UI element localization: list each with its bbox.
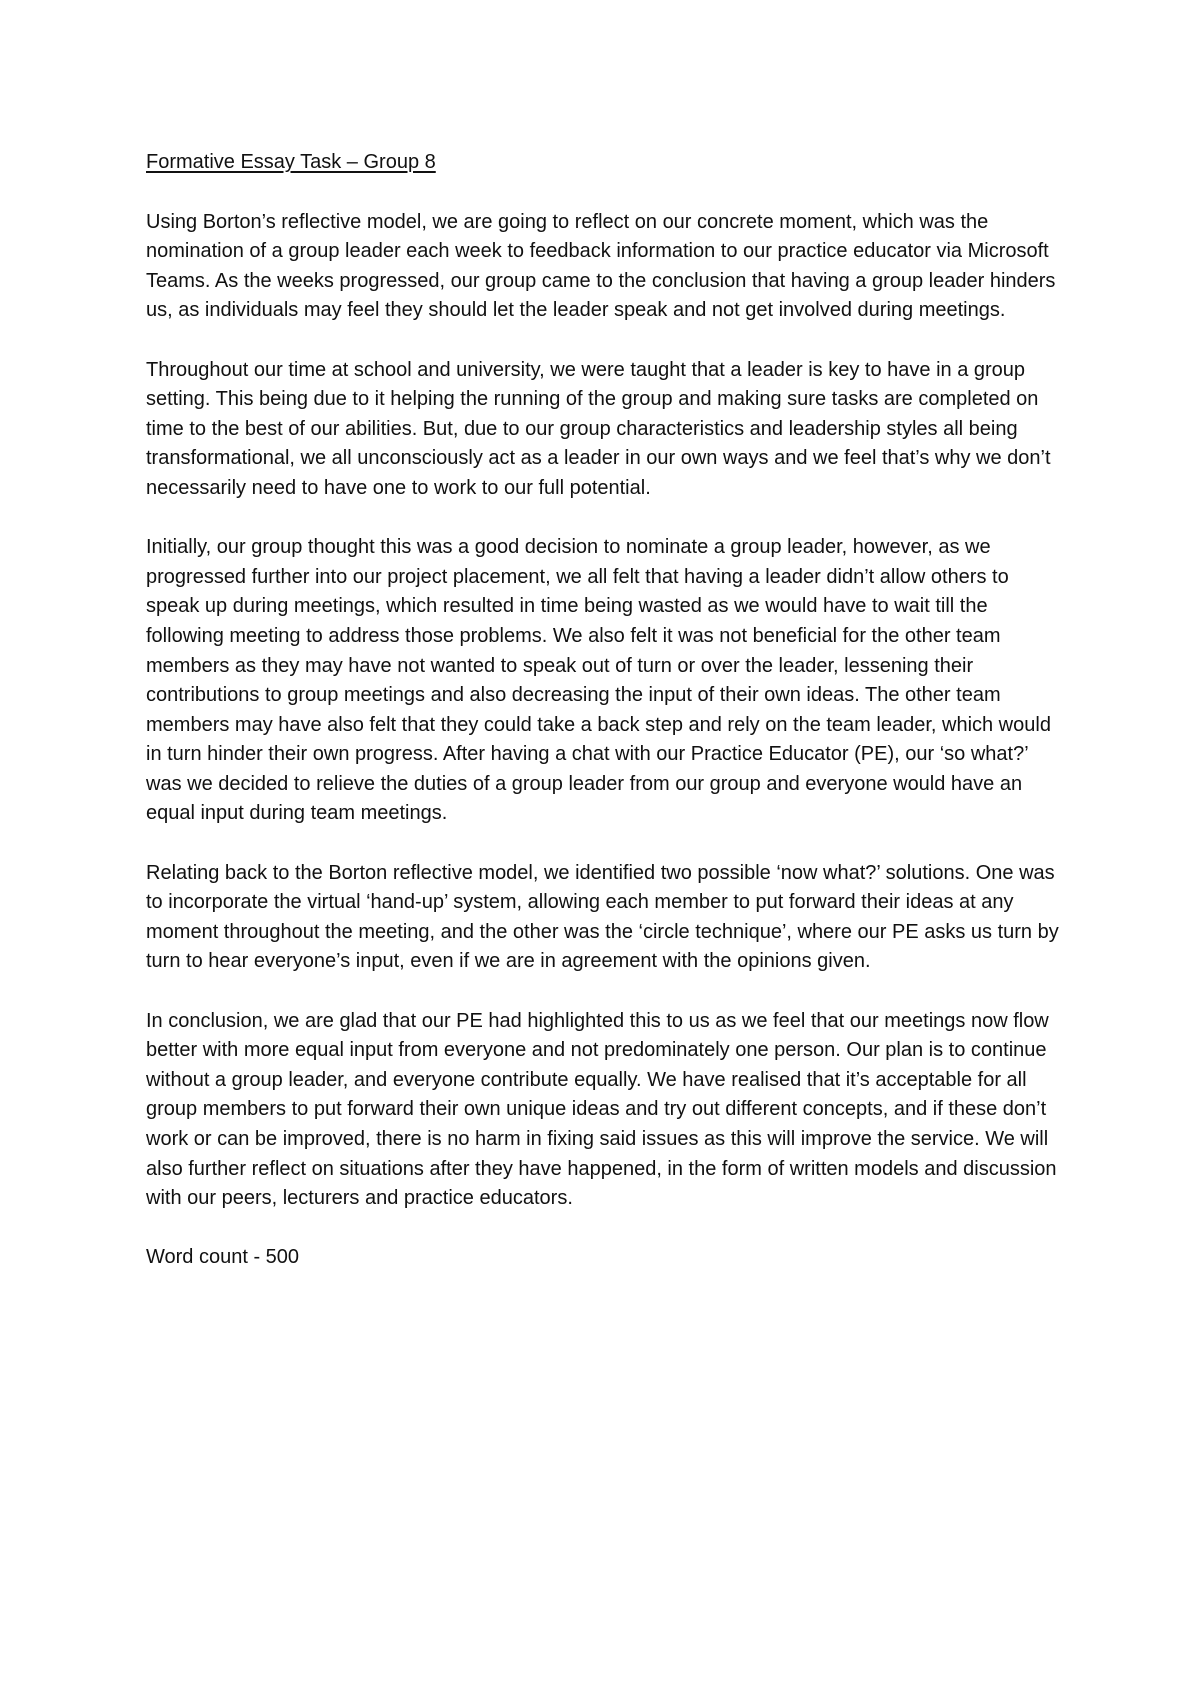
document-title: Formative Essay Task – Group 8 bbox=[146, 151, 436, 173]
paragraph-background: Throughout our time at school and university, we were taught that a leader is key to have in a group setting. This being due to it helping the running of the group and making sure tasks are completed on time to the best of our abilities. But, due to our group characteristics and leadership styles all being transformational, we all unconsciously act as a leader in our own ways and we feel that’s why we don’t necessarily need to have one to work to our full potential. bbox=[146, 358, 1051, 499]
document-body bbox=[146, 148, 1066, 1273]
paragraph-conclusion: In conclusion, we are glad that our PE had highlighted this to us as we feel that our meetings now flow better with more equal input from everyone and not predominately one person. Our plan is to continue without a group leader, and everyone contribute equally. We have realised that it’s acceptable for all group members to put forward their own unique ideas and try out different concepts, and if these don’t work or can be improved, there is no harm in fixing said issues as this will improve the service. We will also further reflect on situations after they have happened, in the form of written models and discussion with our peers, lecturers and practice educators. bbox=[146, 1009, 1057, 1210]
paragraph-analysis: Initially, our group thought this was a good decision to nominate a group leader, however, as we progressed further into our project placement, we all felt that having a leader didn’t allow others to speak up during meetings, which resulted in time being wasted as we would have to wait till the following meeting to address those problems. We also felt it was not beneficial for the other team members as they may have not wanted to speak out of turn or over the leader, lessening their contributions to group meetings and also decreasing the input of their own ideas. The other team members may have also felt that they could take a back step and rely on the team leader, which would in turn hinder their own progress. After having a chat with our Practice Educator (PE), our ‘so what?’ was we decided to relieve the duties of a group leader from our group and everyone would have an equal input during team meetings. bbox=[146, 536, 1051, 825]
word-count: Word count - 500 bbox=[146, 1246, 300, 1269]
paragraph-solutions: Relating back to the Borton reflective model, we identified two possible ‘now what?’ solutions. One was to incorporate the virtual ‘hand-up’ system, allowing each member to put forward their ideas at any moment throughout the meeting, and the other was the ‘circle technique’, where our PE asks us turn by turn to hear everyone’s input, even if we are in agreement with the opinions given. bbox=[146, 861, 1059, 973]
paragraph-introduction: Using Borton’s reflective model, we are going to reflect on our concrete moment, which was the nomination of a group leader each week to feedback information to our practice educator via Microsoft Teams. As the weeks progressed, our group came to the conclusion that having a group leader hinders us, as individuals may feel they should let the leader speak and not get involved during meetings. bbox=[146, 210, 1056, 322]
